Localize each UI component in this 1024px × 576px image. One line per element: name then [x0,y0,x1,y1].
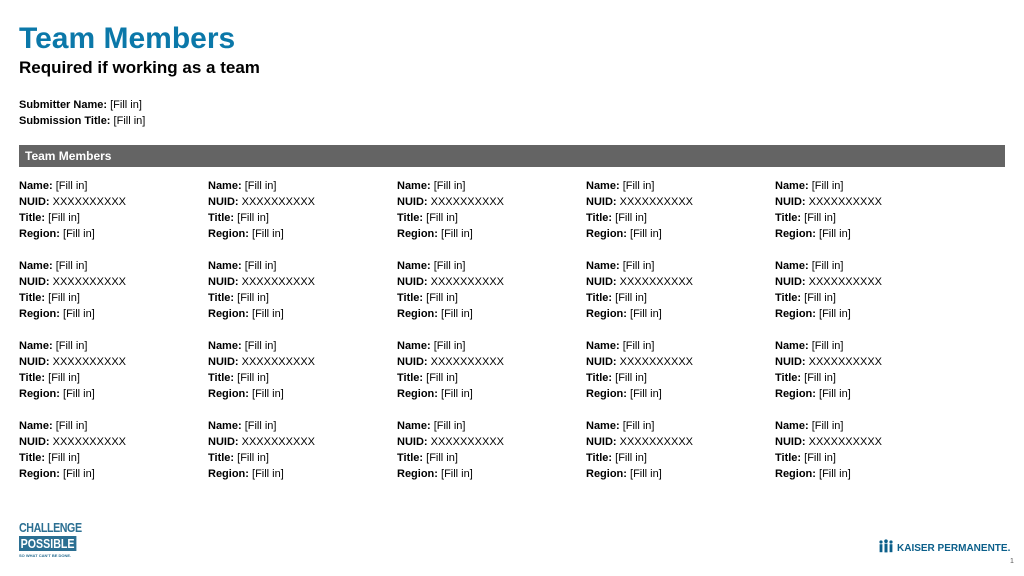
member-title-value: [Fill in] [804,292,836,304]
member-name-value: [Fill in] [811,420,844,432]
kaiser-permanente-people-icon [878,539,894,558]
member-nuid-value: XXXXXXXXXX [808,196,882,208]
member-nuid-value: XXXXXXXXXX [241,436,315,448]
member-name-value: [Fill in] [622,260,655,272]
member-nuid-label: NUID: [775,276,806,288]
member-name-label: Name: [586,340,620,352]
member-name-label: Name: [208,260,242,272]
member-region-row [208,386,397,402]
member-region-label: Region: [397,308,438,320]
member-region-row [397,226,586,242]
member-region-row [397,386,586,402]
member-region-value: [Fill in] [441,308,473,320]
member-nuid-row [397,434,586,450]
member-nuid-row [19,354,208,370]
member-region-value: [Fill in] [252,468,284,480]
member-region-value: [Fill in] [63,228,95,240]
member-title-label: Title: [775,212,802,224]
member-title-label: Title: [19,452,46,464]
member-title-label: Title: [397,292,424,304]
member-name-label: Name: [19,340,53,352]
member-title-value: [Fill in] [48,452,80,464]
member-nuid-label: NUID: [208,196,239,208]
member-card [586,338,775,402]
member-region-row [586,466,775,482]
member-nuid-row [775,274,964,290]
member-region-row [19,306,208,322]
member-title-row [775,210,964,226]
member-name-value: [Fill in] [811,180,844,192]
member-name-value: [Fill in] [622,340,655,352]
member-region-row [19,386,208,402]
member-nuid-value: XXXXXXXXXX [430,356,504,368]
member-name-row [397,258,586,274]
member-nuid-value: XXXXXXXXXX [430,276,504,288]
member-title-label: Title: [586,212,613,224]
member-name-label: Name: [397,180,431,192]
member-card [586,178,775,242]
member-nuid-value: XXXXXXXXXX [241,196,315,208]
member-title-value: [Fill in] [48,212,80,224]
member-card [19,418,208,482]
member-name-row [775,258,964,274]
member-nuid-label: NUID: [397,196,428,208]
member-nuid-row [397,354,586,370]
member-name-label: Name: [397,420,431,432]
member-name-row [775,338,964,354]
member-name-value: [Fill in] [244,340,277,352]
member-nuid-row [208,434,397,450]
member-title-value: [Fill in] [426,452,458,464]
member-nuid-value: XXXXXXXXXX [52,276,126,288]
member-name-label: Name: [208,420,242,432]
member-nuid-value: XXXXXXXXXX [52,196,126,208]
member-title-row [586,290,775,306]
kaiser-permanente-logo [878,540,1010,556]
member-region-value: [Fill in] [819,308,851,320]
page-title: Team Members [19,22,236,55]
member-region-row [586,306,775,322]
member-nuid-value: XXXXXXXXXX [241,356,315,368]
member-name-row [397,338,586,354]
member-region-label: Region: [775,388,816,400]
team-members-banner: Team Members [19,145,1005,167]
member-nuid-row [775,354,964,370]
member-title-row [208,290,397,306]
member-nuid-row [208,354,397,370]
logo-left-mid-text: POSSIBLE [20,536,75,551]
member-region-label: Region: [775,228,816,240]
member-region-label: Region: [586,308,627,320]
member-card [775,338,964,402]
member-title-row [19,370,208,386]
member-region-row [775,226,964,242]
member-region-row [775,306,964,322]
member-card [775,418,964,482]
member-name-row [775,418,964,434]
member-nuid-row [19,434,208,450]
member-card [19,258,208,322]
member-nuid-row [586,354,775,370]
member-region-row [208,466,397,482]
member-title-value: [Fill in] [615,212,647,224]
member-nuid-label: NUID: [19,436,50,448]
member-nuid-value: XXXXXXXXXX [430,196,504,208]
member-name-value: [Fill in] [244,180,277,192]
submitter-name-row [19,97,145,113]
member-nuid-row [208,274,397,290]
member-region-row [586,386,775,402]
member-name-label: Name: [19,180,53,192]
member-region-value: [Fill in] [441,468,473,480]
member-region-value: [Fill in] [252,308,284,320]
team-members-grid [19,178,1005,482]
member-title-label: Title: [586,292,613,304]
member-title-row [397,290,586,306]
member-region-row [208,306,397,322]
member-region-label: Region: [208,388,249,400]
member-name-row [208,418,397,434]
member-region-value: [Fill in] [252,228,284,240]
member-name-row [19,258,208,274]
member-region-row [19,466,208,482]
member-nuid-label: NUID: [208,436,239,448]
submission-info [19,97,145,129]
member-name-label: Name: [397,340,431,352]
member-title-value: [Fill in] [615,452,647,464]
member-region-value: [Fill in] [441,228,473,240]
member-title-value: [Fill in] [615,372,647,384]
member-title-value: [Fill in] [426,212,458,224]
member-name-value: [Fill in] [811,340,844,352]
member-nuid-value: XXXXXXXXXX [619,276,693,288]
member-region-row [397,306,586,322]
member-region-row [19,226,208,242]
member-region-label: Region: [19,308,60,320]
member-title-row [397,370,586,386]
member-region-label: Region: [397,228,438,240]
member-region-value: [Fill in] [819,468,851,480]
member-nuid-row [397,194,586,210]
member-title-row [775,290,964,306]
member-nuid-row [19,194,208,210]
member-name-value: [Fill in] [622,420,655,432]
member-title-value: [Fill in] [48,372,80,384]
member-region-label: Region: [586,388,627,400]
member-region-row [775,466,964,482]
member-nuid-label: NUID: [208,276,239,288]
member-nuid-row [208,194,397,210]
member-title-row [775,370,964,386]
submission-title-value: [Fill in] [113,115,146,127]
member-title-label: Title: [19,292,46,304]
member-title-value: [Fill in] [804,452,836,464]
member-title-value: [Fill in] [237,212,269,224]
member-title-label: Title: [19,212,46,224]
member-title-label: Title: [397,452,424,464]
member-nuid-value: XXXXXXXXXX [52,436,126,448]
member-region-value: [Fill in] [630,308,662,320]
member-card [19,338,208,402]
member-name-row [19,338,208,354]
member-title-value: [Fill in] [804,212,836,224]
member-nuid-row [775,194,964,210]
member-title-row [19,210,208,226]
member-title-row [19,450,208,466]
member-title-label: Title: [19,372,46,384]
member-name-row [775,178,964,194]
member-title-label: Title: [586,452,613,464]
member-region-label: Region: [208,468,249,480]
member-region-value: [Fill in] [630,388,662,400]
member-name-row [19,178,208,194]
member-card [586,418,775,482]
submission-title-label: Submission Title: [19,115,111,127]
member-region-label: Region: [397,388,438,400]
member-nuid-value: XXXXXXXXXX [52,356,126,368]
member-name-label: Name: [586,260,620,272]
member-title-label: Title: [208,452,235,464]
member-region-row [397,466,586,482]
member-title-label: Title: [208,372,235,384]
member-title-row [208,370,397,386]
member-nuid-label: NUID: [397,436,428,448]
member-title-row [397,450,586,466]
member-name-row [586,338,775,354]
member-name-value: [Fill in] [811,260,844,272]
member-title-label: Title: [208,292,235,304]
member-region-label: Region: [208,308,249,320]
member-region-row [775,386,964,402]
member-title-row [208,450,397,466]
member-title-label: Title: [775,292,802,304]
member-nuid-label: NUID: [208,356,239,368]
member-region-row [208,226,397,242]
member-name-row [586,178,775,194]
member-nuid-value: XXXXXXXXXX [619,356,693,368]
page-subtitle: Required if working as a team [19,58,260,77]
submitter-name-label: Submitter Name: [19,99,108,111]
member-region-value: [Fill in] [63,308,95,320]
member-title-value: [Fill in] [426,292,458,304]
member-name-row [586,258,775,274]
member-name-label: Name: [19,260,53,272]
challenge-possible-logo [19,520,82,559]
member-card [586,258,775,322]
member-nuid-row [19,274,208,290]
member-title-value: [Fill in] [804,372,836,384]
page-number: 1 [1010,558,1014,565]
member-name-label: Name: [586,180,620,192]
member-region-row [586,226,775,242]
kaiser-permanente-wordmark: KAISER PERMANENTE. [897,542,1011,554]
member-nuid-value: XXXXXXXXXX [241,276,315,288]
member-region-value: [Fill in] [252,388,284,400]
member-name-value: [Fill in] [433,260,466,272]
member-nuid-value: XXXXXXXXXX [619,196,693,208]
member-title-value: [Fill in] [237,372,269,384]
member-nuid-row [397,274,586,290]
member-name-value: [Fill in] [433,340,466,352]
member-card [208,258,397,322]
member-region-label: Region: [775,468,816,480]
member-title-label: Title: [775,372,802,384]
member-region-label: Region: [586,468,627,480]
member-nuid-label: NUID: [19,276,50,288]
member-nuid-label: NUID: [397,276,428,288]
member-title-label: Title: [775,452,802,464]
member-card [208,178,397,242]
member-card [775,258,964,322]
member-region-label: Region: [19,468,60,480]
member-name-value: [Fill in] [622,180,655,192]
member-nuid-row [586,194,775,210]
submitter-name-value: [Fill in] [110,99,142,111]
member-region-value: [Fill in] [819,388,851,400]
member-region-value: [Fill in] [63,468,95,480]
member-nuid-label: NUID: [586,436,617,448]
member-nuid-label: NUID: [586,276,617,288]
member-title-row [19,290,208,306]
member-region-label: Region: [775,308,816,320]
member-title-label: Title: [586,372,613,384]
member-region-value: [Fill in] [630,228,662,240]
member-nuid-label: NUID: [19,356,50,368]
member-nuid-value: XXXXXXXXXX [619,436,693,448]
member-name-value: [Fill in] [244,420,277,432]
member-card [19,178,208,242]
member-nuid-row [586,274,775,290]
member-name-row [397,178,586,194]
member-name-row [586,418,775,434]
logo-left-tagline: SO WHAT CAN'T BE DONE. [19,553,72,558]
member-region-label: Region: [208,228,249,240]
member-region-label: Region: [19,388,60,400]
member-title-value: [Fill in] [48,292,80,304]
member-region-value: [Fill in] [819,228,851,240]
member-title-value: [Fill in] [615,292,647,304]
member-title-row [586,450,775,466]
member-nuid-label: NUID: [586,356,617,368]
member-nuid-label: NUID: [397,356,428,368]
member-name-label: Name: [775,260,809,272]
member-title-row [586,210,775,226]
member-name-row [208,258,397,274]
member-name-label: Name: [397,260,431,272]
member-card [208,418,397,482]
member-nuid-value: XXXXXXXXXX [808,436,882,448]
member-name-label: Name: [208,180,242,192]
member-nuid-value: XXXXXXXXXX [808,276,882,288]
member-title-row [775,450,964,466]
member-name-label: Name: [586,420,620,432]
member-name-row [208,178,397,194]
member-name-row [208,338,397,354]
member-card [397,258,586,322]
member-title-value: [Fill in] [426,372,458,384]
member-title-label: Title: [208,212,235,224]
member-name-row [397,418,586,434]
member-nuid-value: XXXXXXXXXX [808,356,882,368]
member-name-value: [Fill in] [55,340,88,352]
member-region-value: [Fill in] [630,468,662,480]
member-name-row [19,418,208,434]
member-region-label: Region: [586,228,627,240]
member-card [397,418,586,482]
member-card [208,338,397,402]
member-nuid-row [775,434,964,450]
member-name-value: [Fill in] [55,180,88,192]
member-title-row [208,210,397,226]
logo-left-top-text: CHALLENGE [19,520,82,535]
member-region-value: [Fill in] [63,388,95,400]
member-region-value: [Fill in] [441,388,473,400]
member-name-label: Name: [775,420,809,432]
member-title-label: Title: [397,212,424,224]
member-name-value: [Fill in] [55,260,88,272]
member-name-label: Name: [208,340,242,352]
member-card [397,338,586,402]
member-region-label: Region: [397,468,438,480]
member-nuid-label: NUID: [775,356,806,368]
member-title-value: [Fill in] [237,452,269,464]
member-card [397,178,586,242]
member-name-value: [Fill in] [55,420,88,432]
submission-title-row [19,113,145,129]
member-nuid-label: NUID: [775,196,806,208]
member-nuid-value: XXXXXXXXXX [430,436,504,448]
member-title-value: [Fill in] [237,292,269,304]
member-title-row [586,370,775,386]
member-title-label: Title: [397,372,424,384]
member-name-label: Name: [775,180,809,192]
member-region-label: Region: [19,228,60,240]
member-title-row [397,210,586,226]
member-name-value: [Fill in] [433,180,466,192]
member-name-label: Name: [775,340,809,352]
member-nuid-label: NUID: [19,196,50,208]
member-nuid-row [586,434,775,450]
member-nuid-label: NUID: [586,196,617,208]
member-nuid-label: NUID: [775,436,806,448]
member-name-value: [Fill in] [244,260,277,272]
member-name-value: [Fill in] [433,420,466,432]
member-name-label: Name: [19,420,53,432]
member-card [775,178,964,242]
